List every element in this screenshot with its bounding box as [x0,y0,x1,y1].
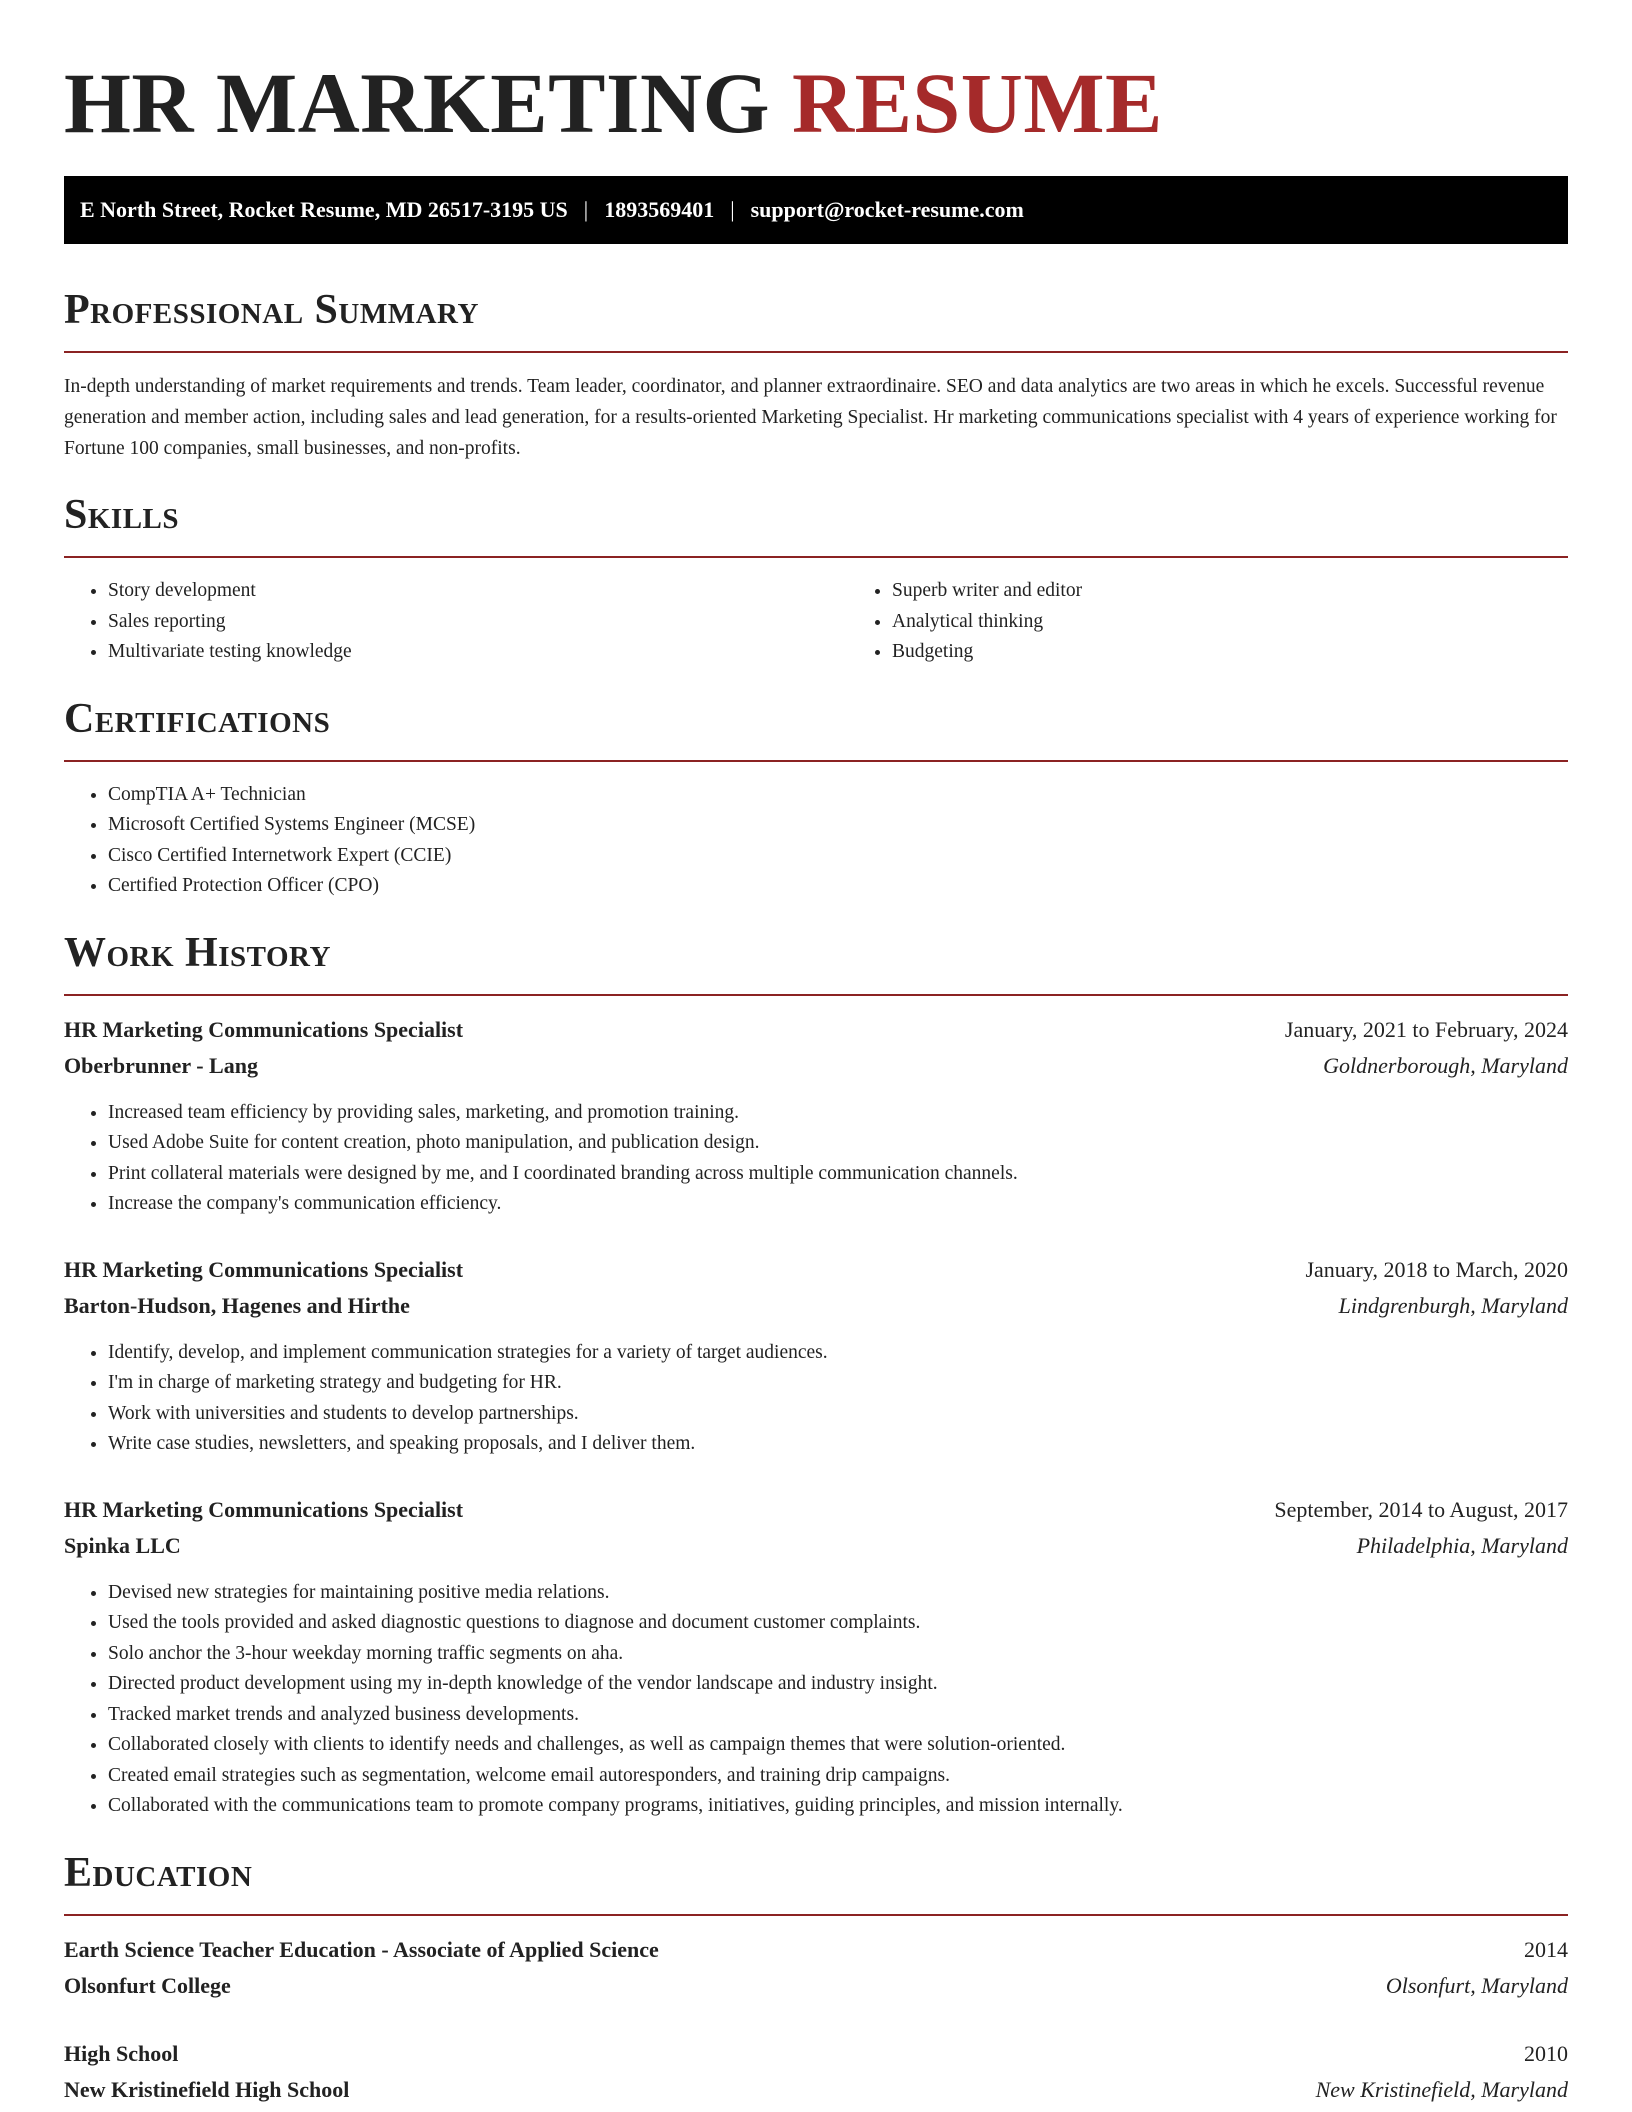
contact-phone: 1893569401 [604,197,715,222]
contact-bar [64,176,1568,244]
list-item: • Increase the company's communication efficiency. [108,1189,1568,1220]
work-history-section [64,928,1568,1822]
certifications-list [64,780,1568,902]
job-header [64,1492,1568,1528]
list-item: • Increased team efficiency by providing sales, marketing, and promotion training. [108,1098,1568,1129]
summary-text: In-depth understanding of market requirements and trends. Team leader, coordinator, and planner extraordinaire. SEO and data analytics are two areas in which he excels. Successful revenue generation and member action, including sales and lead generation, for a results-oriented Marketing Specialist. Hr marketing communications specialist with 4 years of experience working for Fortune 100 companies, small businesses, and non-profits. [64,376,1557,459]
education-heading: Education [64,1849,253,1896]
job-entry [64,1492,1568,1822]
contact-email: support@rocket-resume.com [750,197,1024,222]
job-bullets [64,1578,1568,1822]
list-item: • Used the tools provided and asked diagnostic questions to diagnose and document customer complaints. [108,1608,1568,1639]
job-entry [64,1012,1568,1220]
education-subheader [64,1968,1568,2004]
job-bullets [64,1338,1568,1460]
job-location: Lindgrenburgh, Maryland [1338,1292,1568,1318]
education-section [64,1848,1568,2108]
contact-separator: | [583,197,589,222]
education-degree: Earth Science Teacher Education - Associate of Applied Science [64,1936,659,1962]
education-location: Olsonfurt, Maryland [1385,1972,1568,1998]
list-item: • Analytical thinking [892,607,1632,638]
list-item: • Multivariate testing knowledge [108,637,848,668]
list-item: • CompTIA A+ Technician [108,780,1568,811]
list-item: • Identify, develop, and implement communication strategies for a variety of target audiences. [108,1338,1568,1369]
skills-heading: Skills [64,492,180,538]
summary-heading: Professional Summary [64,287,479,333]
job-company: Barton-Hudson, Hagenes and Hirthe [64,1292,410,1318]
education-header [64,2036,1568,2072]
list-item: • Budgeting [892,637,1632,668]
education-entry [64,2036,1568,2108]
education-year: 2014 [1524,1936,1568,1962]
skills-list-left [64,576,848,668]
skills-list-right [848,576,1632,668]
job-dates: September, 2014 to August, 2017 [1274,1496,1568,1522]
work-history-heading: Work History [64,929,331,976]
job-location: Goldnerborough, Maryland [1323,1052,1568,1078]
list-item: • Solo anchor the 3-hour weekday morning traffic segments on aha. [108,1639,1568,1670]
list-item: • Sales reporting [108,607,848,638]
resume-page [64,0,1568,2108]
job-subheader [64,1528,1568,1564]
list-item: • Cisco Certified Internetwork Expert (CCIE) [108,841,1568,872]
summary-section [64,285,1568,464]
resume-title [64,55,1568,151]
list-item: • Used Adobe Suite for content creation, photo manipulation, and publication design. [108,1128,1568,1159]
job-title: HR Marketing Communications Specialist [64,1256,464,1282]
education-subheader [64,2072,1568,2108]
job-subheader [64,1288,1568,1324]
education-location: New Kristinefield, Maryland [1315,2076,1568,2102]
job-bullets [64,1098,1568,1220]
section-divider [64,351,1568,353]
list-item: • Print collateral materials were designed by me, and I coordinated branding across multiple communication channels. [108,1159,1568,1190]
job-title: HR Marketing Communications Specialist [64,1016,464,1042]
job-entry [64,1252,1568,1460]
skills-section [64,490,1568,668]
title-accent: RESUME [791,55,1163,151]
section-divider [64,760,1568,762]
list-item: • Work with universities and students to develop partnerships. [108,1399,1568,1430]
list-item: • Microsoft Certified Systems Engineer (MCSE) [108,810,1568,841]
list-item: • Devised new strategies for maintaining positive media relations. [108,1578,1568,1609]
certifications-section [64,694,1568,902]
list-item: • Collaborated with the communications team to promote company programs, initiatives, guiding principles, and mission internally. [108,1791,1568,1822]
list-item: • Certified Protection Officer (CPO) [108,871,1568,902]
list-item: • Directed product development using my in-depth knowledge of the vendor landscape and industry insight. [108,1669,1568,1700]
section-divider [64,556,1568,558]
list-item: • Created email strategies such as segmentation, welcome email autoresponders, and training drip campaigns. [108,1761,1568,1792]
job-header [64,1252,1568,1288]
education-degree: High School [64,2040,179,2066]
list-item: • Tracked market trends and analyzed business developments. [108,1700,1568,1731]
job-company: Spinka LLC [64,1532,181,1558]
contact-separator: | [730,197,735,222]
list-item: • Write case studies, newsletters, and speaking proposals, and I deliver them. [108,1429,1568,1460]
education-school: Olsonfurt College [64,1972,231,1998]
title-main: HR MARKETING [64,55,770,151]
job-dates: January, 2018 to March, 2020 [1305,1256,1568,1282]
list-item: • Collaborated closely with clients to identify needs and challenges, as well as campaign themes that were solution-oriented. [108,1730,1568,1761]
section-divider [64,994,1568,996]
job-dates: January, 2021 to February, 2024 [1284,1016,1568,1042]
job-company: Oberbrunner - Lang [64,1052,258,1078]
list-item: • Story development [108,576,848,607]
skills-grid [64,576,1568,668]
certifications-heading: Certifications [64,695,331,742]
education-entry [64,1932,1568,2004]
job-header [64,1012,1568,1048]
job-subheader [64,1048,1568,1084]
job-title: HR Marketing Communications Specialist [64,1496,464,1522]
list-item: • I'm in charge of marketing strategy and budgeting for HR. [108,1368,1568,1399]
education-year: 2010 [1524,2040,1568,2066]
section-divider [64,1914,1568,1916]
education-school: New Kristinefield High School [64,2076,350,2102]
education-header [64,1932,1568,1968]
job-location: Philadelphia, Maryland [1356,1532,1568,1558]
list-item: • Superb writer and editor [892,576,1632,607]
contact-address: E North Street, Rocket Resume, MD 26517-3195 US [80,197,568,222]
